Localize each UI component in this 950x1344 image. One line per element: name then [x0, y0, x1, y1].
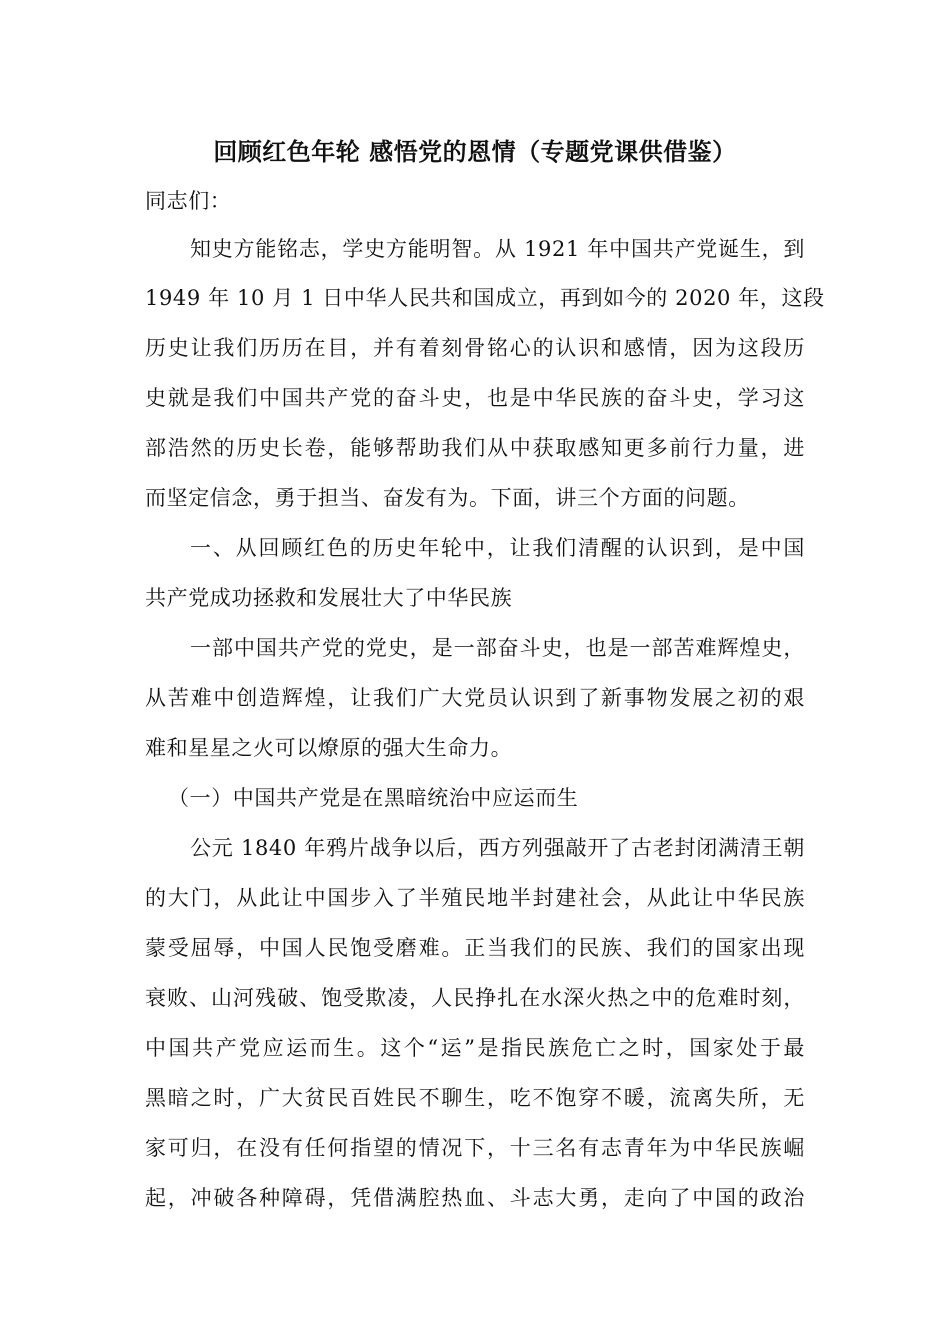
subsection-heading: （一）中国共产党是在黑暗统治中应运而生 [168, 786, 579, 810]
section-heading-line: 共产党成功拯救和发展壮大了中华民族 [145, 586, 513, 610]
paragraph-line: 公元 1840 年鸦片战争以后，西方列强敲开了古老封闭满清王朝 [190, 836, 805, 860]
paragraph-line: 起，冲破各种障碍，凭借满腔热血、斗志大勇，走向了中国的政治 [145, 1186, 805, 1210]
paragraph-line: 从苦难中创造辉煌，让我们广大党员认识到了新事物发展之初的艰 [145, 686, 805, 710]
paragraph-line: 难和星星之火可以燎原的强大生命力。 [145, 736, 513, 760]
paragraph-line: 历史让我们历历在目，并有着刻骨铭心的认识和感情，因为这段历 [145, 336, 805, 360]
paragraph-line: 的大门，从此让中国步入了半殖民地半封建社会，从此让中华民族 [145, 886, 805, 910]
salutation: 同志们： [145, 189, 232, 213]
paragraph-line: 部浩然的历史长卷，能够帮助我们从中获取感知更多前行力量，进 [145, 436, 805, 460]
section-heading-line: 一、从回顾红色的历史年轮中，让我们清醒的认识到，是中国 [190, 536, 805, 560]
paragraph-line: 史就是我们中国共产党的奋斗史，也是中华民族的奋斗史，学习这 [145, 386, 805, 410]
paragraph-line: 家可归，在没有任何指望的情况下，十三名有志青年为中华民族崛 [145, 1136, 805, 1160]
paragraph-line: 1949 年 10 月 1 日中华人民共和国成立，再到如今的 2020 年，这段 [145, 286, 825, 310]
paragraph-line: 衰败、山河残破、饱受欺凌，人民挣扎在水深火热之中的危难时刻， [145, 986, 805, 1010]
paragraph-line: 蒙受屈辱，中国人民饱受磨难。正当我们的民族、我们的国家出现 [145, 936, 805, 960]
paragraph-line: 中国共产党应运而生。这个“运”是指民族危亡之时，国家处于最 [145, 1036, 805, 1060]
paragraph-line: 一部中国共产党的党史，是一部奋斗史，也是一部苦难辉煌史， [190, 636, 805, 660]
paragraph-line: 知史方能铭志，学史方能明智。从 1921 年中国共产党诞生，到 [190, 237, 805, 261]
paragraph-line: 而坚定信念，勇于担当、奋发有为。下面，讲三个方面的问题。 [145, 486, 750, 510]
paragraph-line: 黑暗之时，广大贫民百姓民不聊生，吃不饱穿不暖，流离失所，无 [145, 1086, 805, 1110]
document-title: 回顾红色年轮 感悟党的恩情（专题党课供借鉴） [213, 137, 737, 166]
